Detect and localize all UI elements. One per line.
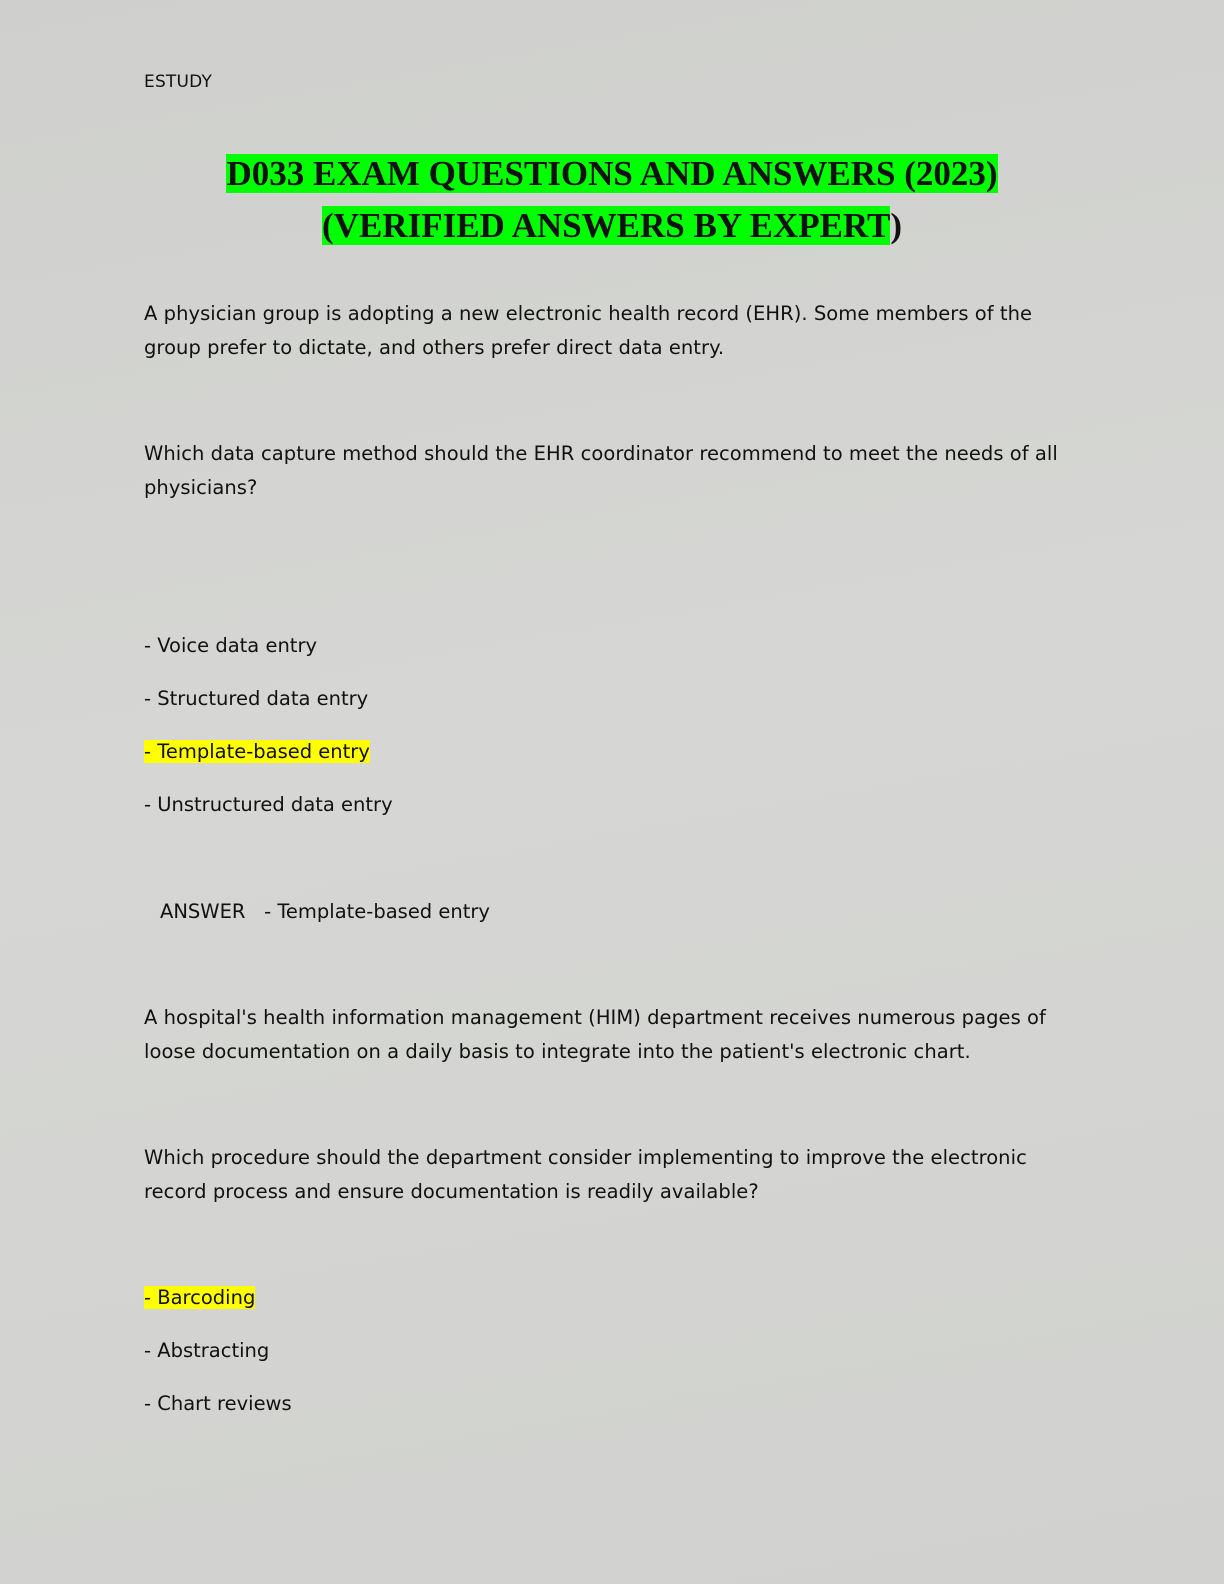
q2-option-3-text: - Chart reviews [144,1392,292,1415]
q1-option-4-text: - Unstructured data entry [144,793,393,816]
q1-answer-label: ANSWER [160,900,246,923]
q1-scenario: A physician group is adopting a new electronic health record (EHR). Some members of the group prefer to dictate, and others prefer direct data entry. [144,302,1033,359]
q1-answer [160,898,490,926]
q1-question: Which data capture method should the EHR coordinator recommend to meet the needs of all physicians? [144,442,1058,499]
q1-option-1-text: - Voice data entry [144,634,318,657]
title-line-2-tail: ) [890,206,902,245]
header-label: ESTUDY [144,72,213,92]
q2-option-2 [144,1337,269,1365]
q1-option-4 [144,791,393,819]
document-title [0,148,1224,252]
title-line-2: (VERIFIED ANSWERS BY EXPERT [322,206,891,245]
q2-option-1-text: - Barcoding [144,1286,256,1309]
title-line-1: D033 EXAM QUESTIONS AND ANSWERS (2023) [226,154,998,193]
q1-option-2-text: - Structured data entry [144,687,369,710]
q2-option-3 [144,1390,292,1418]
q1-option-3-text: - Template-based entry [144,740,370,763]
q1-option-2 [144,685,368,713]
q1-answer-value: - Template-based entry [264,900,490,923]
q2-option-1-correct [144,1284,255,1312]
q2-question: Which procedure should the department consider implementing to improve the electronic record process and ensure documentation is readily available? [144,1146,1027,1203]
q1-option-1 [144,632,317,660]
q2-option-2-text: - Abstracting [144,1339,270,1362]
q2-scenario: A hospital's health information management (HIM) department receives numerous pages of loose documentation on a daily basis to integrate into the patient's electronic chart. [144,1006,1046,1063]
q1-option-3-correct [144,738,370,766]
